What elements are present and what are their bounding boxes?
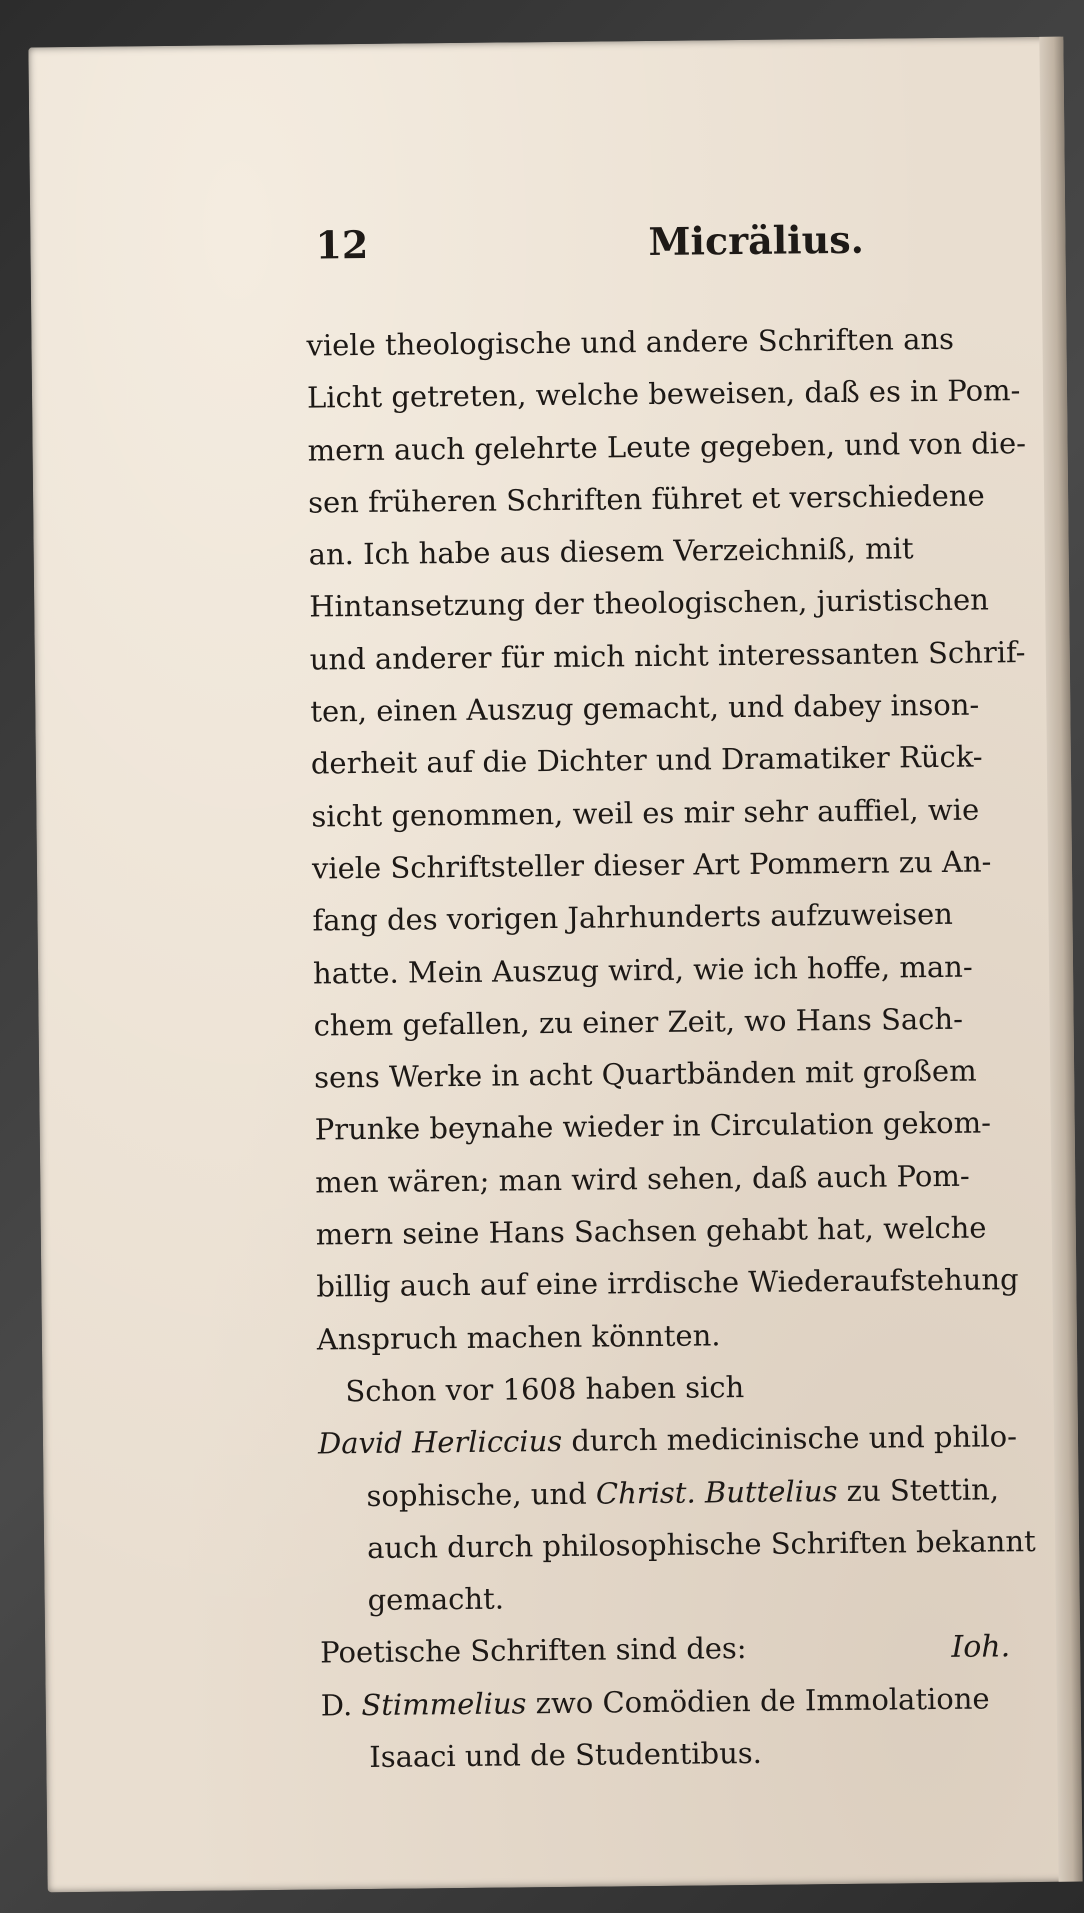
text-line: men wären; man wird sehen, daß auch Pom- xyxy=(315,1158,970,1200)
entry-text: zu Stettin, xyxy=(837,1471,1000,1508)
text-line: billig auch auf eine irrdische Wiederaufstehung xyxy=(316,1262,1019,1304)
entry-text: durch medicinische und philo- xyxy=(561,1419,1018,1459)
text-line: derheit auf die Dichter und Dramatiker Rück- xyxy=(310,739,983,781)
text-line: an. Ich habe aus diesem Verzeichniß, mit xyxy=(308,531,914,572)
entry-line: gemacht. xyxy=(367,1581,505,1618)
running-head: Micrälius. xyxy=(648,216,865,264)
entry-buttelius xyxy=(318,1463,1039,1523)
author-name: Christ. Buttelius xyxy=(595,1473,838,1511)
entry-stimmelius xyxy=(320,1672,1041,1732)
text-line: fang des vorigen Jahrhunderts aufzuweisen xyxy=(312,897,954,938)
entry-text: zwo Comödien de Immolatione xyxy=(526,1681,990,1721)
text-line: Hintansetzung der theologischen, juristischen xyxy=(309,582,990,625)
book-page xyxy=(28,37,1082,1893)
entry-line: auch durch philosophische Schriften bekannt xyxy=(366,1523,1036,1565)
text-line: viele theologische und andere Schriften ans xyxy=(306,321,955,363)
page-edge xyxy=(1039,37,1082,1882)
text-line: Prunke beynahe wieder in Circulation gekom- xyxy=(314,1105,992,1147)
text-line: viele Schriftsteller dieser Art Pommern zu An- xyxy=(311,844,992,886)
catchword: Ioh. xyxy=(951,1629,1011,1665)
text-line: sens Werke in acht Quartbänden mit großem xyxy=(313,1053,977,1095)
para2-intro: Schon vor 1608 haben sich xyxy=(345,1369,745,1409)
entry-herliccius xyxy=(318,1410,1039,1470)
text-line: Licht getreten, welche beweisen, daß es in Pom- xyxy=(306,373,1021,415)
author-name: Stimmelius xyxy=(361,1686,527,1722)
text-line: und anderer für mich nicht interessanten Schrif- xyxy=(309,634,1026,677)
text-line: mern seine Hans Sachsen gehabt hat, welche xyxy=(315,1210,987,1252)
entry-prefix: D. xyxy=(320,1687,362,1723)
text-line: ten, einen Auszug gemacht, und dabey inson- xyxy=(310,687,980,729)
text-line: mern auch gelehrte Leute gegeben, und von die- xyxy=(307,425,1027,468)
text-line: chem gefallen, zu einer Zeit, wo Hans Sach- xyxy=(313,1001,964,1043)
text-line: sicht genommen, weil es mir sehr auffiel, wie xyxy=(311,792,980,834)
paragraph-3 xyxy=(320,1619,1042,1783)
entry-text: sophische, und xyxy=(366,1476,597,1513)
author-name: David Herliccius xyxy=(317,1424,563,1461)
text-line: sen früheren Schriften führet et verschiedene xyxy=(307,478,985,520)
text-line: hatte. Mein Auszug wird, wie ich hoffe, man- xyxy=(312,949,973,991)
text-line: Anspruch machen könnten. xyxy=(316,1317,721,1357)
entry-line: Isaaci und de Studentibus. xyxy=(369,1735,763,1775)
paragraph-1 xyxy=(306,312,1037,1365)
page-number: 12 xyxy=(315,221,369,268)
page-header xyxy=(30,215,1065,268)
paragraph-2 xyxy=(317,1358,1040,1627)
para3-intro: Poetische Schriften sind des: xyxy=(320,1631,747,1670)
body-text xyxy=(306,312,1041,1784)
